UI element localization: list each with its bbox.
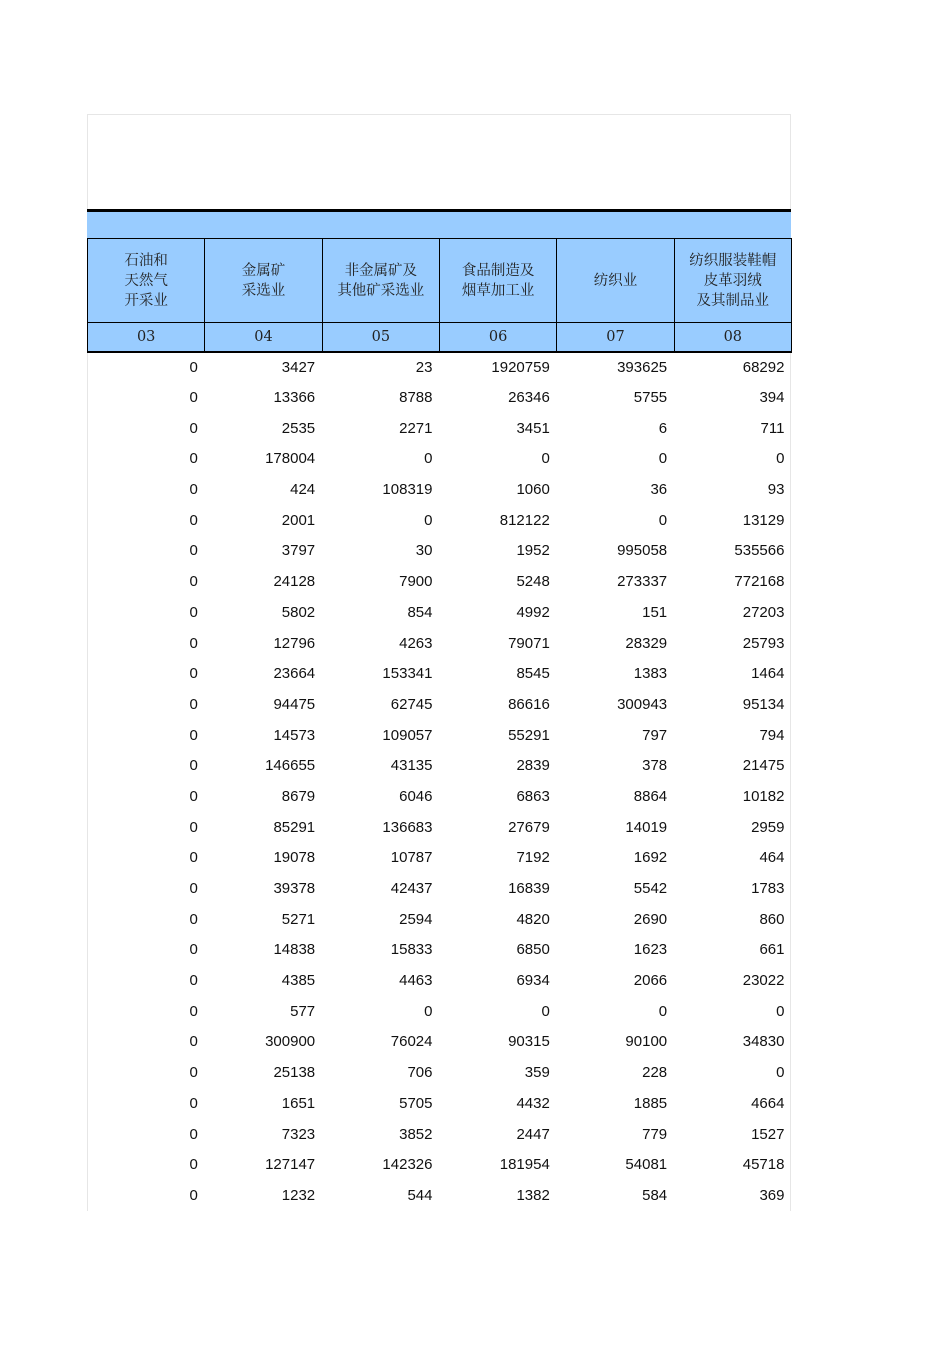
table-cell: 424 [290,481,316,499]
table-cell: 28329 [625,634,668,652]
table-cell: 13129 [742,511,785,529]
table-cell: 6 [658,419,668,437]
table-cell: 995058 [617,542,668,560]
table-cell: 43135 [390,757,433,775]
table-cell: 228 [642,1064,668,1082]
table-row [88,444,792,475]
table-cell: 109057 [382,726,433,744]
table-cell: 108319 [382,481,433,499]
table-cell: 0 [189,419,198,437]
table-row [88,812,792,843]
table-cell: 779 [642,1125,668,1143]
column-header: 石油和 天然气 开采业 [88,239,205,323]
column-code: 06 [439,323,556,352]
table-cell: 1383 [633,665,668,683]
table-cell: 26346 [508,389,550,407]
table-cell: 1885 [633,1094,668,1112]
table-cell: 0 [658,450,668,468]
table-cell: 535566 [734,542,785,560]
table-cell: 577 [290,1002,316,1020]
table-cell: 42437 [390,880,433,898]
table-cell: 6934 [516,972,550,990]
table-cell: 0 [424,511,433,529]
table-cell: 10787 [390,849,433,867]
table-cell: 0 [189,726,198,744]
table-cell: 24128 [273,573,316,591]
table-cell: 2535 [281,419,316,437]
table-cell: 8864 [633,787,668,805]
table-row [88,750,792,781]
column-header: 非金属矿及 其他矿采选业 [322,239,439,323]
table-cell: 0 [189,1094,198,1112]
table-row [88,1180,792,1211]
table-row [88,720,792,751]
table-cell: 4463 [399,972,433,990]
table-cell: 27203 [742,603,785,621]
table-cell: 369 [759,1186,785,1204]
column-code: 04 [205,323,322,352]
table-cell: 34830 [742,1033,785,1051]
table-row [88,1119,792,1150]
table-cell: 2066 [633,972,668,990]
table-cell: 6850 [516,941,550,959]
table-cell: 544 [407,1186,433,1204]
table-cell: 12796 [273,634,316,652]
table-cell: 181954 [499,1156,550,1174]
table-cell: 1464 [751,665,785,683]
table-cell: 0 [776,1002,785,1020]
table-row [88,352,792,383]
table-cell: 1783 [751,880,785,898]
table-cell: 23664 [273,665,316,683]
table-cell: 0 [189,1033,198,1051]
table-cell: 1952 [516,542,550,560]
table-cell: 142326 [382,1156,433,1174]
table-cell: 39378 [273,880,316,898]
table-cell: 2001 [281,511,316,529]
column-code: 07 [557,323,674,352]
table-row [88,996,792,1027]
table-cell: 378 [642,757,668,775]
table-cell: 0 [189,1064,198,1082]
table-row [88,689,792,720]
table-cell: 14019 [625,818,668,836]
table-cell: 10182 [742,787,785,805]
table-row [88,843,792,874]
table-cell: 25138 [273,1064,316,1082]
table-cell: 3797 [281,542,316,560]
table-cell: 0 [658,511,668,529]
table-cell: 1060 [516,481,550,499]
table-cell: 8788 [399,389,433,407]
table-cell: 7192 [516,849,550,867]
table-cell: 5755 [633,389,668,407]
table-cell: 0 [189,1125,198,1143]
table-cell: 153341 [382,665,433,683]
table-cell: 1382 [516,1186,550,1204]
table-cell: 62745 [390,695,433,713]
table-cell: 0 [189,542,198,560]
table-cell: 0 [189,358,198,376]
table-cell: 0 [189,818,198,836]
table-cell: 0 [189,665,198,683]
table-cell: 0 [541,450,550,468]
column-header: 食品制造及 烟草加工业 [439,239,556,323]
table-cell: 79071 [508,634,550,652]
table-cell: 4432 [516,1094,550,1112]
table-cell: 584 [642,1186,668,1204]
table-cell: 300943 [617,695,668,713]
table-cell: 5802 [281,603,316,621]
data-table [87,238,792,1211]
column-header: 金属矿 采选业 [205,239,322,323]
table-cell: 90315 [508,1033,550,1051]
table-row [88,781,792,812]
table-row [88,566,792,597]
table-cell: 2271 [399,419,433,437]
table-row [88,413,792,444]
table-cell: 0 [424,450,433,468]
table-cell: 127147 [265,1156,316,1174]
table-cell: 4992 [516,603,550,621]
table-cell: 2839 [516,757,550,775]
table-cell: 68292 [742,358,785,376]
table-cell: 178004 [265,450,316,468]
table-cell: 0 [189,849,198,867]
table-row [88,1027,792,1058]
table-cell: 0 [189,450,198,468]
table-cell: 14573 [273,726,316,744]
table-cell: 0 [776,1064,785,1082]
table-cell: 136683 [382,818,433,836]
title-band [87,209,791,238]
table-cell: 2594 [399,910,433,928]
code-row [88,323,792,352]
table-cell: 16839 [508,880,550,898]
column-code: 03 [88,323,205,352]
table-cell: 797 [642,726,668,744]
table-cell: 4820 [516,910,550,928]
table-row [88,1149,792,1180]
table-cell: 661 [759,941,785,959]
table-cell: 0 [189,603,198,621]
table-cell: 812122 [499,511,550,529]
table-cell: 19078 [273,849,316,867]
table-cell: 4664 [751,1094,785,1112]
table-cell: 2959 [751,818,785,836]
table-cell: 2690 [633,910,668,928]
table-cell: 2447 [516,1125,550,1143]
table-row [88,505,792,536]
table-row [88,935,792,966]
table-cell: 94475 [273,695,316,713]
table-cell: 0 [189,573,198,591]
table-cell: 86616 [508,695,550,713]
table-cell: 0 [189,481,198,499]
table-row [88,597,792,628]
table-cell: 3451 [516,419,550,437]
table-row [88,536,792,567]
table-cell: 25793 [742,634,785,652]
table-cell: 54081 [625,1156,668,1174]
table-cell: 359 [524,1064,550,1082]
table-cell: 14838 [273,941,316,959]
table-cell: 393625 [617,358,668,376]
table-row [88,382,792,413]
table-cell: 90100 [625,1033,668,1051]
table-cell: 0 [189,910,198,928]
table-cell: 4385 [281,972,316,990]
table-cell: 273337 [617,573,668,591]
table-cell: 4263 [399,634,433,652]
column-header: 纺织业 [557,239,674,323]
table-cell: 8545 [516,665,550,683]
table-cell: 794 [759,726,785,744]
table-cell: 1920759 [491,358,550,376]
table-cell: 0 [189,941,198,959]
table-cell: 0 [189,695,198,713]
table-cell: 772168 [734,573,785,591]
table-cell: 76024 [390,1033,433,1051]
table-cell: 0 [189,972,198,990]
table-cell: 0 [189,757,198,775]
table-cell: 394 [759,389,785,407]
table-cell: 55291 [508,726,550,744]
table-cell: 1692 [633,849,668,867]
table-cell: 3427 [281,358,316,376]
table-cell: 21475 [742,757,785,775]
table-cell: 23 [415,358,433,376]
table-cell: 0 [424,1002,433,1020]
table-cell: 0 [541,1002,550,1020]
table-cell: 6046 [399,787,433,805]
table-row [88,904,792,935]
table-cell: 0 [189,880,198,898]
table-cell: 8679 [281,787,316,805]
table-cell: 706 [407,1064,433,1082]
table-cell: 0 [658,1002,668,1020]
table-cell: 1651 [281,1094,316,1112]
table-cell: 860 [759,910,785,928]
table-cell: 146655 [265,757,316,775]
table-cell: 0 [189,389,198,407]
column-code: 08 [674,323,791,352]
table-cell: 711 [760,419,785,437]
table-cell: 854 [407,603,433,621]
table-cell: 1527 [751,1125,785,1143]
table-body [88,352,792,1211]
table-row [88,965,792,996]
table-row [88,474,792,505]
table-cell: 5705 [399,1094,433,1112]
table-cell: 300900 [265,1033,316,1051]
column-code: 05 [322,323,439,352]
table-cell: 0 [776,450,785,468]
table-cell: 36 [650,481,668,499]
table-cell: 95134 [742,695,785,713]
column-header: 纺织服装鞋帽 皮革羽绒 及其制品业 [674,239,791,323]
table-cell: 27679 [508,818,550,836]
table-cell: 93 [767,481,785,499]
table-cell: 0 [189,1156,198,1174]
table-cell: 7900 [399,573,433,591]
table-cell: 3852 [399,1125,433,1143]
table-cell: 1623 [633,941,668,959]
table-cell: 1232 [281,1186,316,1204]
table-cell: 30 [415,542,433,560]
table-cell: 13366 [273,389,316,407]
table-cell: 0 [189,1002,198,1020]
table-cell: 23022 [742,972,785,990]
table-cell: 7323 [281,1125,316,1143]
table-row [88,658,792,689]
header-row [88,239,792,323]
table-cell: 5248 [516,573,550,591]
table-row [88,873,792,904]
table-cell: 5542 [633,880,668,898]
table-cell: 0 [189,634,198,652]
table-cell: 15833 [390,941,433,959]
table-cell: 464 [759,849,785,867]
table-row [88,1057,792,1088]
table-cell: 0 [189,1186,198,1204]
table-cell: 0 [189,787,198,805]
table-cell: 151 [642,603,668,621]
table-cell: 5271 [281,910,316,928]
table-row [88,628,792,659]
table-cell: 6863 [516,787,550,805]
table-cell: 45718 [742,1156,785,1174]
table-cell: 0 [189,511,198,529]
table-row [88,1088,792,1119]
table-cell: 85291 [273,818,316,836]
